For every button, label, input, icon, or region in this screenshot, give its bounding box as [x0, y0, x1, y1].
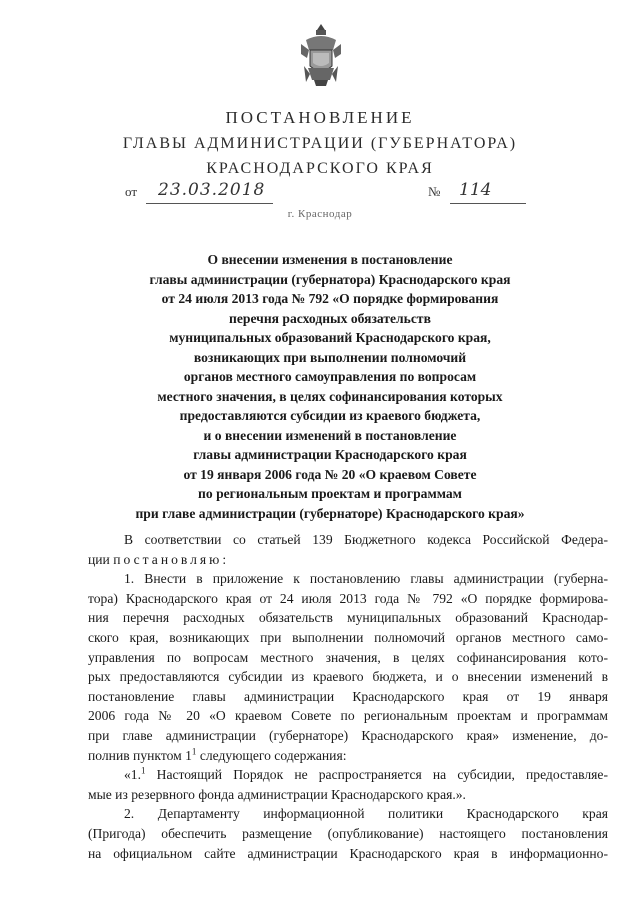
title-line: муниципальных образований Краснодарского края, — [169, 330, 491, 345]
body-line: постановление главы администрации Краснодарского края от 19 января — [88, 688, 608, 704]
body-line — [88, 746, 608, 766]
body-text: следующего содержания: — [196, 747, 347, 763]
body-line: рых предоставляются субсидии из краевого бюджета, и о внесении изменений в — [88, 669, 608, 685]
body-text: Настоящий Порядок не распространяется на субсидии, предоставляе- — [145, 767, 608, 783]
handwritten-date: 23.03.2018 — [158, 180, 266, 200]
body-line: ния перечня расходных обязательств муниципальных образований Краснодар- — [88, 610, 608, 626]
title-line: органов местного самоуправления по вопросам — [183, 369, 477, 384]
resolution-word: постановляю: — [113, 551, 230, 567]
superscript: 1 — [141, 765, 146, 776]
document-title — [100, 250, 560, 523]
document-body — [88, 530, 608, 863]
issuer-heading: ГЛАВЫ АДМИНИСТРАЦИИ (ГУБЕРНАТОРА) — [122, 135, 518, 152]
title-line: О внесении изменения в постановление — [207, 252, 453, 267]
title-line: возникающих при выполнении полномочий — [193, 349, 467, 365]
body-line: (Пригода) обеспечить размещение (опубликование) настоящего постановления — [88, 825, 608, 841]
body-line: мые из резервного фонда администрации Краснодарского края.». — [88, 786, 466, 802]
body-line: при главе администрации (губернаторе) Краснодарского края» изменение, до- — [88, 727, 608, 743]
body-line: ского края, возникающих при выполнении полномочий органов местного само- — [88, 629, 608, 645]
body-line: 2. Департаменту информационной политики Краснодарского края — [124, 806, 608, 822]
body-line: 2006 года № 20 «О краевом Совете по региональным проектам и программам — [88, 708, 608, 724]
body-line: 1. Внести в приложение к постановлению главы администрации (губерна- — [124, 571, 608, 587]
title-line: перечня расходных обязательств — [229, 310, 431, 326]
title-line: от 24 июля 2013 года № 792 «О порядке формирования — [161, 291, 499, 306]
title-line: и о внесении изменений в постановление — [203, 427, 457, 443]
body-text: полнив пунктом 1 — [88, 747, 192, 763]
body-line: тора) Краснодарского края от 24 июля 2013 года № 792 «О порядке формирова- — [88, 590, 608, 606]
title-line: по региональным проектам и программам — [198, 486, 462, 501]
body-line: В соответствии со статьей 139 Бюджетного кодекса Российской Федера- — [124, 532, 608, 547]
title-line: предоставляются субсидии из краевого бюджета, — [179, 408, 481, 423]
title-line: главы администрации (губернатора) Краснодарского края — [149, 271, 511, 287]
city-label: г. Краснодар — [287, 208, 353, 220]
body-text: ции — [88, 551, 110, 567]
superscript: 1 — [191, 746, 197, 756]
date-prefix: от — [125, 184, 138, 199]
title-line: от 19 января 2006 года № 20 «О краевом Совете — [183, 466, 477, 482]
title-line: при главе администрации (губернаторе) Краснодарского края» — [135, 505, 525, 521]
body-line — [88, 765, 608, 785]
body-line: управления по вопросам местного значения, в целях софинансирования кото- — [88, 649, 608, 665]
title-line: главы администрации Краснодарского края — [193, 447, 467, 462]
body-line: на официальном сайте администрации Краснодарского края в информационно- — [88, 845, 608, 861]
coat-of-arms-emblem — [298, 22, 344, 88]
body-text: «1. — [124, 767, 141, 783]
handwritten-number: 114 — [459, 180, 492, 200]
body-line — [88, 550, 608, 570]
title-line: местного значения, в целях софинансирования которых — [157, 388, 503, 404]
region-heading: КРАСНОДАРСКОГО КРАЯ — [206, 160, 434, 177]
document-type-heading: ПОСТАНОВЛЕНИЕ — [225, 108, 415, 127]
number-prefix: № — [428, 184, 441, 199]
